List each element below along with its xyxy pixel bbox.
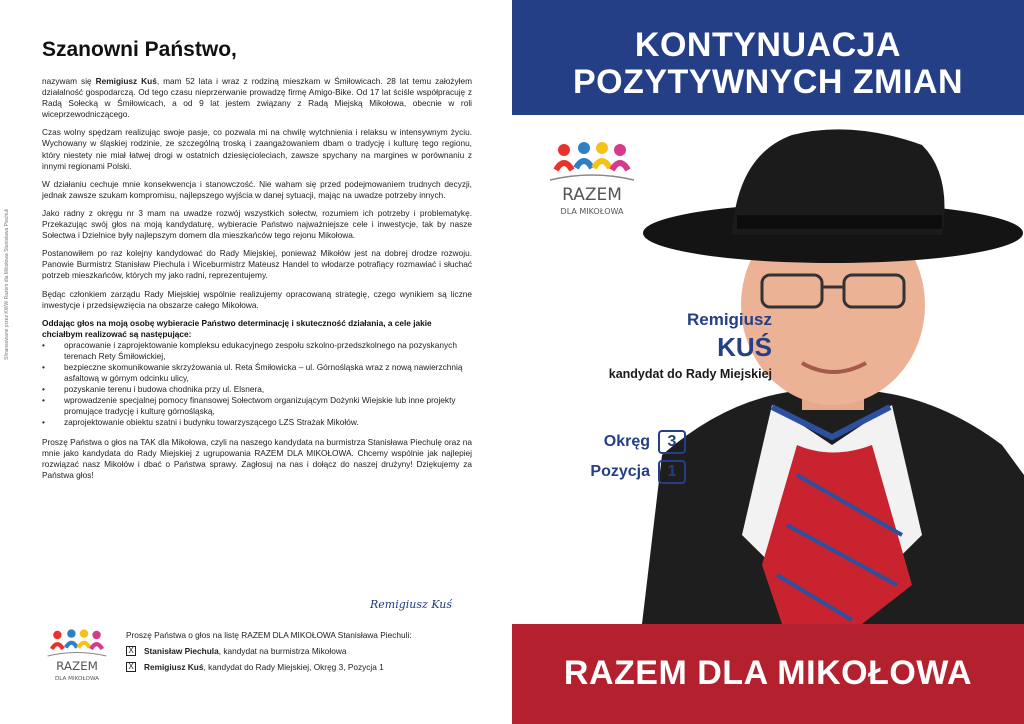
candidate-block (609, 310, 772, 381)
logo-word: RAZEM (562, 185, 622, 205)
author-name: Remigiusz Kuś (95, 76, 157, 86)
vote-row-text (144, 662, 384, 672)
logo-sub: DLA MIKOŁOWA (560, 207, 624, 216)
list-item: • opracowanie i zaprojektowanie kompleksu edukacyjnego zespołu szkolno-przedszkolnego na pozyskanych terenach Rety Śmiłowickiej, (42, 340, 472, 362)
letter-body (42, 38, 472, 488)
vote-instructions (126, 630, 412, 672)
logo-word: RAZEM (56, 659, 98, 673)
position-number: 1 (658, 460, 686, 484)
goals-list (42, 340, 472, 428)
candidate-role: kandydat do Rady Miejskiej (608, 367, 772, 381)
vote-candidate-name: Stanisław Piechula (144, 646, 219, 656)
list-item: • pozyskanie terenu i budowa chodnika przy ul. Elsnera, (42, 384, 472, 395)
vote-row-council (126, 662, 412, 672)
funding-credit: Sfinansowane przez KWW Razem dla Mikołowa Stanisława Piechuli (4, 208, 10, 360)
district-label: Okręg (603, 433, 650, 450)
vote-candidate-name: Remigiusz Kuś (144, 662, 204, 672)
list-item: • bezpieczne skomunikowanie skrzyżowania ul. Reta Śmiłowicka – ul. Górnośląska wraz z nową nawierzchnią asfaltową w górnym odcinku ulicy, (42, 362, 472, 384)
signature: Remigiusz Kuś (370, 598, 453, 611)
razem-logo (42, 626, 112, 686)
slogan-banner (512, 624, 1024, 724)
vote-row-mayor (126, 646, 412, 656)
cover-page (512, 0, 1024, 724)
candidate-first-name: Remigiusz (686, 310, 772, 329)
letter-paragraph-1 (42, 76, 472, 120)
text-run: nazywam się (42, 76, 96, 86)
letter-paragraph-3: W działaniu cechuje mnie konsekwencja i stanowczość. Nie waham się przed podejmowaniem trudnych decyzji, jednak zawsze szukam kompromisu, najlepszego wyjścia w danej sytuacji, mając na uwadze potrzeby innych. (42, 178, 472, 200)
list-item: • wprowadzenie specjalnej pomocy finansowej Sołectwom organizującym Dożynki Wiejskie lub inne projekty promujące tradycję i kulturę górnośląską, (42, 395, 472, 417)
letter-paragraph-2: Czas wolny spędzam realizując swoje pasje, co pozwala mi na chwilę wytchnienia i relaksu w intensywnym życiu. Wychowany w śląskiej rodzinie, ze szczególną troską i zaangażowaniem dbam o tradycję i kulturę tego regionu, który niestety nie miał łatwej drogi w ostatnich dziesięcioleciach, zawsze spychany na margines w porównaniu z innymi regionami Polski. (42, 127, 472, 171)
letter-paragraph-7: Proszę Państwa o głos na TAK dla Mikołowa, czyli na naszego kandydata na burmistrza Stanisława Piechulę oraz na mnie jako kandydata do Rady Miejskiej z ugrupowania RAZEM DLA MIKOŁOWA. Chcemy wspólnie jak najlepiej rozwiązać nasz Mikołów i dbać o Państwa sprawy. Zagłosuj na nas i dołącz do naszej drużyny! Dziękujemy za Państwa głos! (42, 436, 472, 480)
district-row (566, 430, 686, 454)
checkbox-mark: X (126, 646, 136, 656)
district-number: 3 (658, 430, 686, 454)
logo-sub: DLA MIKOŁOWA (55, 675, 99, 682)
ballot-position (566, 430, 686, 490)
position-row (566, 460, 686, 484)
text-run: , kandydat na burmistrza Mikołowa (218, 646, 347, 656)
list-item: • zaprojektowanie obiektu szatni i budynku towarzyszącego LZS Strażak Mikołów. (42, 417, 472, 428)
position-label: Pozycja (590, 463, 650, 480)
text-run: , kandydat do Rady Miejskiej, Okręg 3, Pozycja 1 (203, 662, 384, 672)
vote-footer (42, 626, 482, 686)
text-run: , mam 52 lata i wraz z rodziną mieszkam w Śmiłowicach. 28 lat temu założyłem działalność gospodarczą. Od tego czasu nieprzerwanie prowadzę firmę Amigo-Bike. Od 17 lat ściśle współpracuję z Radą Sołecką w Śmiłowicach, a od 9 lat jestem związany z Radą Miejską Mikołowa, obecnie w roli wiceprzewodniczącego. (42, 76, 472, 120)
letter-paragraph-4: Jako radny z okręgu nr 3 mam na uwadze rozwój wszystkich sołectw, rozumiem ich potrzeby i problematykę. Przekazując swój głos na moją kandydaturę, wybieracie Państwo najważniejsze cele i inwestycje, tak by nasze Sołectwa i Dzielnice były najlepszym domem dla mieszkańców tego rejonu Mikołowa. (42, 207, 472, 241)
headline-line-1: KONTYNUACJA (634, 26, 902, 64)
slogan-text: RAZEM DLA MIKOŁOWA (563, 654, 973, 692)
letter-paragraph-6: Będąc członkiem zarządu Rady Miejskiej wspólnie realizujemy opracowaną strategię, czego wynikiem są liczne inwestycje i przedsięwzięcia na obszarze całego Mikołowa. (42, 288, 472, 310)
goals-intro: Oddając głos na moją osobę wybieracie Państwo determinację i skuteczność działania, a cele jakie chciałbym realizować są następujące: (42, 317, 432, 339)
headline-line-2: POZYTYWNYCH ZMIAN (572, 63, 964, 101)
razem-logo (542, 140, 642, 220)
letter-paragraph-5: Postanowiłem po raz kolejny kandydować do Rady Miejskiej, ponieważ Mikołów jest na dobrej drodze rozwoju. Panowie Burmistrz Stanisław Piechula i Wiceburmistrz Mateusz Handel to włodarze potrafiący rozmawiać i słuchać potrzeb mieszkańców, których my jako radni, reprezentujemy. (42, 248, 472, 281)
checkbox-mark: X (126, 662, 136, 672)
candidate-last-name: KUŚ (717, 332, 772, 362)
vote-intro: Proszę Państwa o głos na listę RAZEM DLA MIKOŁOWA Stanisława Piechuli: (126, 630, 412, 640)
letter-greeting: Szanowni Państwo, (42, 38, 237, 61)
vote-row-text (144, 646, 346, 656)
headline-banner (512, 0, 1024, 115)
